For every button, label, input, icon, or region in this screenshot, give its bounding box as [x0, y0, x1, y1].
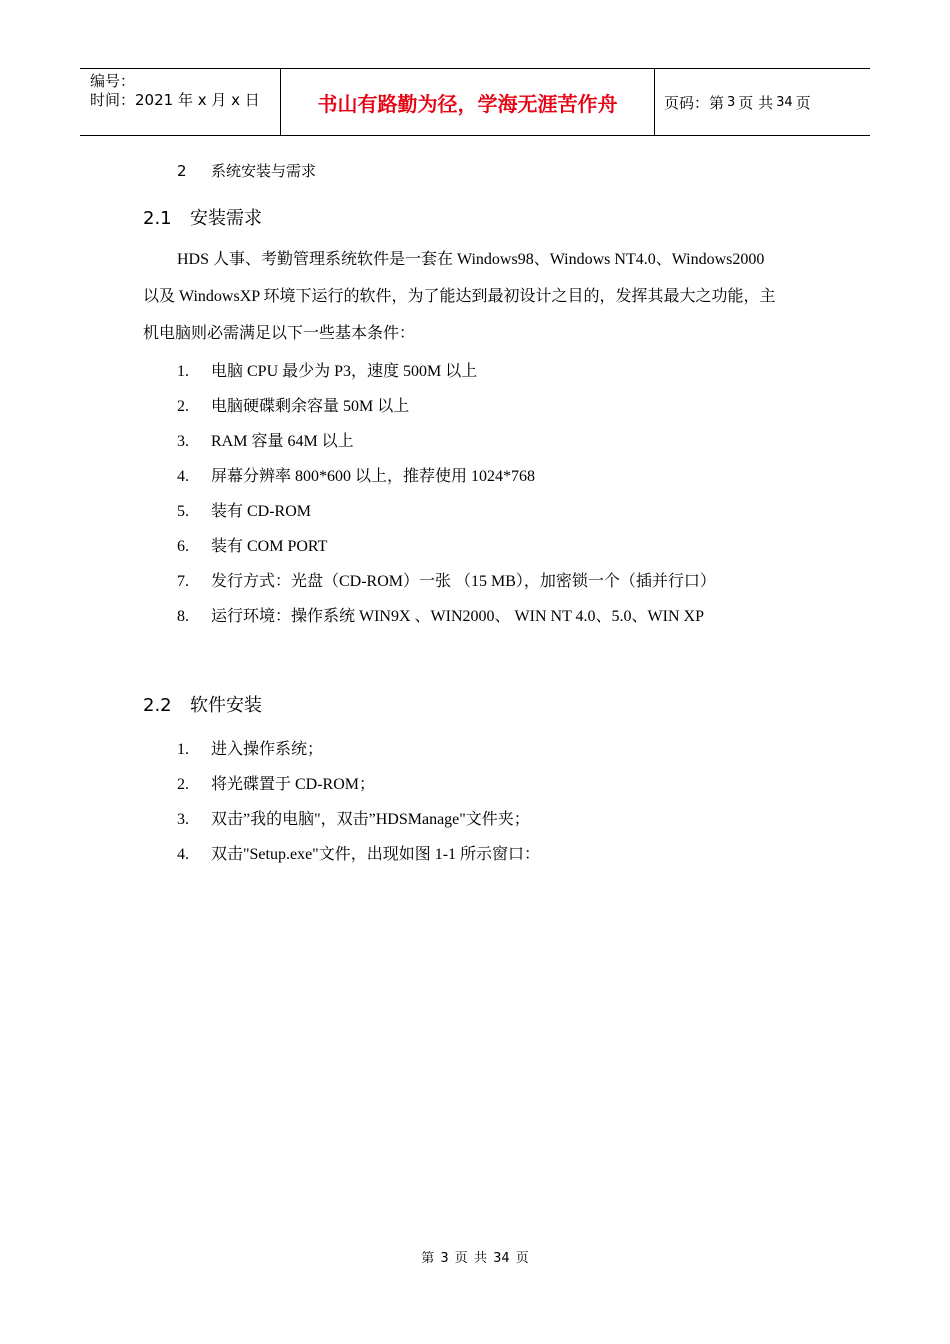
paragraph-line: 机电脑则必需满足以下一些基本条件：	[143, 325, 416, 342]
list-item: 2. 将光碟置于 CD-ROM；	[177, 776, 376, 793]
list-item: 6. 装有 COM PORT	[177, 538, 328, 555]
list-item: 1. 电脑 CPU 最少为 P3，速度 500M 以上	[177, 363, 478, 380]
header-meta	[80, 69, 281, 135]
chapter-title: 系统安装与需求	[211, 162, 317, 180]
list-item: 5. 装有 CD-ROM	[177, 503, 312, 520]
list-item: 3. 双击”我的电脑"，双击”HDSManage"文件夹；	[177, 811, 530, 828]
time-label: 时间：2021 年 x 月 x 日	[90, 91, 260, 109]
page-total: 34	[776, 94, 793, 110]
number-label: 编号：	[90, 72, 136, 90]
page-prefix: 页码：第	[664, 93, 725, 112]
section-heading-2-1	[143, 204, 262, 230]
list-item: 4. 双击"Setup.exe"文件，出现如图 1-1 所示窗口：	[177, 846, 541, 863]
list-item: 1. 进入操作系统；	[177, 741, 324, 758]
paragraph-line: 以及 WindowsXP 环境下运行的软件，为了能达到最初设计之目的，发挥其最大之功能，主	[143, 288, 776, 305]
page-footer: 第 3 页 共 34 页	[421, 1251, 529, 1266]
list-item: 4. 屏幕分辨率 800*600 以上，推荐使用 1024*768	[177, 468, 536, 485]
header-page-info	[655, 69, 870, 135]
section-number: 2.2	[143, 695, 172, 716]
section-number: 2.1	[143, 208, 172, 229]
intro-paragraph	[143, 241, 823, 352]
section-title: 安装需求	[190, 208, 262, 229]
page-header	[80, 68, 870, 136]
list-item: 7. 发行方式：光盘（CD-ROM）一张 （15 MB），加密锁一个（插并行口）	[177, 573, 716, 590]
page-mid: 页 共	[738, 93, 774, 112]
chapter-heading	[177, 160, 316, 181]
page-suffix: 页	[795, 93, 811, 112]
list-item: 2. 电脑硬碟剩余容量 50M 以上	[177, 398, 410, 415]
section-title: 软件安装	[190, 695, 262, 716]
list-item: 3. RAM 容量 64M 以上	[177, 433, 354, 450]
footer-total: 34	[493, 1251, 510, 1266]
paragraph-line: HDS 人事、考勤管理系统软件是一套在 Windows98、Windows NT4.0、Windows2000	[177, 251, 765, 268]
header-motto: 书山有路勤为径，学海无涯苦作舟	[281, 69, 655, 135]
chapter-number: 2	[177, 162, 187, 180]
footer-current: 3	[440, 1251, 449, 1266]
list-item: 8. 运行环境：操作系统 WIN9X 、WIN2000、 WIN NT 4.0、5.0、WIN XP	[177, 608, 704, 625]
page-current: 3	[727, 94, 736, 110]
section-heading-2-2	[143, 691, 262, 717]
